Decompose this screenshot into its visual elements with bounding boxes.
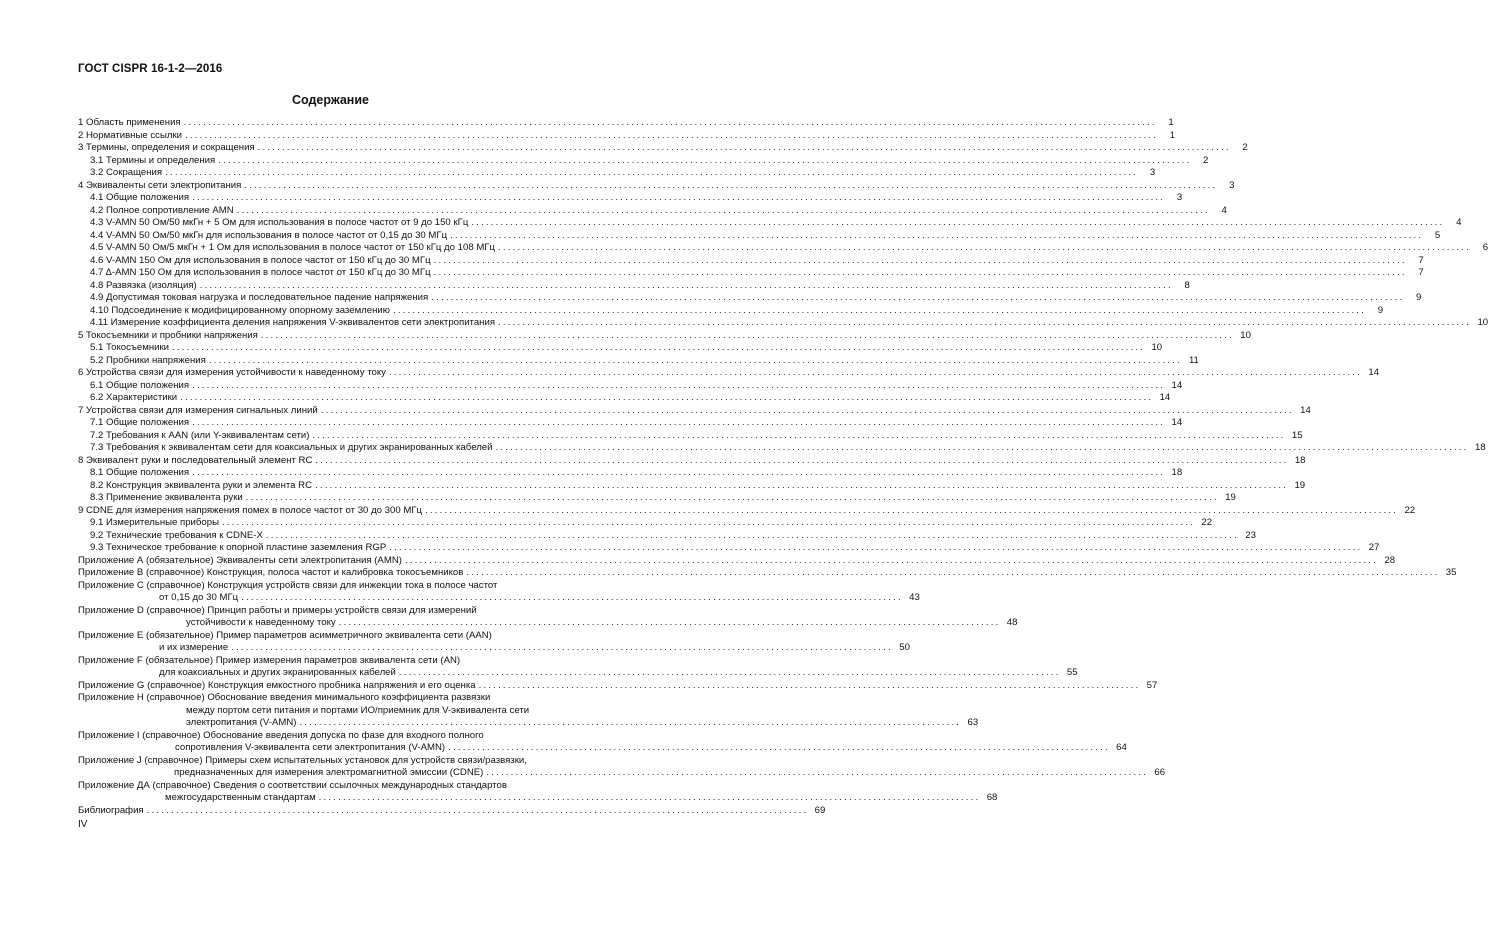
toc-entry-text: 5.1 Токосъемники bbox=[90, 342, 170, 353]
toc-page-number: 14 bbox=[1171, 417, 1183, 428]
toc-entry[interactable] bbox=[78, 467, 1183, 480]
toc-entry-text: 6.1 Общие положения bbox=[90, 379, 190, 391]
toc-leader-dots: ........................................................................................................................................................................................................ bbox=[183, 117, 1157, 128]
toc-page-number: 1 bbox=[1169, 129, 1176, 141]
toc-page-number: 22 bbox=[1404, 504, 1416, 516]
toc-page-number: 14 bbox=[1300, 404, 1311, 416]
toc-leader-dots: ........................................................................................................................................................................................................ bbox=[498, 317, 1472, 328]
document-header: ГОСТ CISPR 16-1-2—2016 bbox=[78, 63, 223, 75]
toc-entry-text: 4.8 Развязка (изоляция) bbox=[90, 279, 197, 291]
toc-entry-text: Приложение I (справочное) Обоснование введения допуска по фазе для входного полного bbox=[78, 729, 484, 741]
toc-page-number: 11 bbox=[1188, 354, 1199, 366]
toc-leader-dots: ........................................................................................................................................................................................................ bbox=[425, 504, 1399, 516]
toc-leader-dots: ........................................................................................................................................................................................................ bbox=[315, 454, 1289, 466]
toc-entry[interactable] bbox=[78, 504, 1416, 518]
toc-page-number: 3 bbox=[1176, 192, 1183, 203]
toc-page-number: 66 bbox=[1154, 767, 1166, 778]
toc-entry[interactable] bbox=[78, 454, 1306, 468]
toc-page-number: 2 bbox=[1242, 142, 1248, 153]
toc-page-number: 14 bbox=[1159, 392, 1171, 403]
toc-entry-text: 4.5 V-AMN 50 Ом/5 мкГн + 1 Ом для использования в полосе частот от 150 кГц до 108 МГц bbox=[90, 242, 495, 253]
toc-entry-text: 4.7 Δ-AMN 150 Ом для использования в полосе частот от 150 кГц до 30 МГц bbox=[90, 267, 431, 278]
toc-page-number: 10 bbox=[1477, 317, 1488, 328]
toc-page-number: 22 bbox=[1201, 517, 1213, 528]
toc-leader-dots: ........................................................................................................................................................................................................ bbox=[431, 292, 1405, 303]
toc-page-number: 18 bbox=[1474, 442, 1486, 453]
page-number-footer: IV bbox=[78, 819, 88, 830]
toc-page-number: 69 bbox=[814, 804, 826, 816]
toc-appendix-i[interactable] bbox=[78, 729, 1127, 755]
toc-entry-text: 7.2 Требования к AAN (или Y-эквивалентам сети) bbox=[90, 429, 310, 441]
toc-leader-dots: ........................................................................................................................................................................................................ bbox=[389, 542, 1363, 553]
toc-entry-text: 6.2 Характеристики bbox=[90, 392, 178, 403]
toc-entry[interactable] bbox=[78, 329, 1251, 343]
toc-entry-text: электропитания (V-AMN) bbox=[186, 717, 297, 728]
toc-page-number: 1 bbox=[1168, 117, 1174, 128]
toc-entry[interactable] bbox=[78, 342, 1163, 355]
toc-leader-dots: ........................................................................................................................................................................................................ bbox=[388, 367, 1363, 378]
toc-entry-text: Приложение J (справочное) Примеры схем испытательных установок для устройств связи/развязки, bbox=[78, 754, 527, 766]
toc-entry-text: Приложение G (справочное) Конструкция емкостного пробника напряжения и его оценка bbox=[78, 679, 476, 691]
toc-entry-text: 8.1 Общие положения bbox=[90, 467, 190, 478]
toc-leader-dots: ........................................................................................................................................................................................................ bbox=[404, 554, 1379, 566]
toc-leader-dots: ........................................................................................................................................................................................................ bbox=[498, 242, 1472, 253]
toc-entry-text: 4.9 Допустимая токовая нагрузка и последовательное падение напряжения bbox=[90, 292, 429, 303]
toc-entry-text: 1 Область применения bbox=[78, 117, 181, 128]
toc-page-number: 3 bbox=[1229, 179, 1235, 191]
toc-entry-text: 7 Устройства связи для измерения сигнальных линий bbox=[78, 404, 318, 416]
toc-appendix-d[interactable] bbox=[78, 604, 1018, 630]
toc-entry[interactable] bbox=[78, 204, 1227, 218]
toc-page-number: 27 bbox=[1368, 542, 1380, 553]
toc-entry-text: 4.11 Измерение коэффициента деления напряжения V-эквивалентов сети электропитания bbox=[90, 317, 496, 328]
toc-leader-dots: ........................................................................................................................................................................................................ bbox=[245, 492, 1219, 503]
toc-leader-dots: ........................................................................................................................................ bbox=[338, 617, 1001, 628]
toc-entry[interactable] bbox=[78, 367, 1380, 380]
toc-page-number: 7 bbox=[1418, 254, 1424, 266]
toc-leader-dots: ........................................................................................................................................................................................................ bbox=[260, 329, 1234, 341]
toc-appendix-c[interactable] bbox=[78, 579, 920, 605]
toc-leader-dots: ........................................................................................................................................................................................................ bbox=[236, 204, 1210, 216]
toc-appendix-da[interactable] bbox=[78, 779, 998, 805]
toc-page-number: 18 bbox=[1171, 467, 1183, 478]
toc-entry-text: 3 Термины, определения и сокращения bbox=[78, 142, 255, 153]
toc-entry[interactable] bbox=[78, 254, 1424, 268]
toc-leader-dots: ........................................................................................................................................ bbox=[318, 792, 981, 803]
toc-leader-dots: ........................................................................................................................................ bbox=[299, 717, 962, 728]
toc-leader-dots: ........................................................................................................................................................................................................ bbox=[199, 279, 1173, 291]
toc-page-number: 9 bbox=[1415, 292, 1422, 303]
toc-page-number: 57 bbox=[1146, 679, 1158, 691]
toc-page-number: 63 bbox=[967, 717, 979, 728]
toc-entry-text: 6 Устройства связи для измерения устойчивости к наведенному току bbox=[78, 367, 386, 378]
toc-entry[interactable] bbox=[78, 442, 1486, 455]
toc-leader-dots: ........................................................................................................................................................................................................ bbox=[265, 529, 1239, 541]
toc-appendix-h[interactable] bbox=[78, 692, 979, 730]
toc-entry-text: 9 CDNE для измерения напряжения помех в полосе частот от 30 до 300 МГц bbox=[78, 504, 423, 516]
toc-entry-text: 4.6 V-AMN 150 Ом для использования в полосе частот от 150 кГц до 30 МГц bbox=[90, 254, 431, 266]
toc-entry-text: 4.4 V-AMN 50 Ом/50 мкГн для использования в полосе частот от 0,15 до 30 МГц bbox=[90, 229, 448, 241]
toc-page-number: 68 bbox=[986, 792, 998, 803]
toc-entry-text: и их измерение bbox=[159, 642, 229, 653]
toc-entry-text: Библиография bbox=[78, 804, 144, 816]
toc-entry[interactable] bbox=[78, 304, 1384, 318]
toc-appendix-e[interactable] bbox=[78, 629, 910, 655]
toc-entry-text: 4.1 Общие положения bbox=[90, 192, 190, 203]
toc-entry[interactable] bbox=[78, 542, 1380, 555]
toc-page-number: 50 bbox=[899, 642, 910, 653]
toc-leader-dots: ........................................................................................................................................................................................................ bbox=[244, 179, 1218, 191]
toc-entry-text: 8.2 Конструкция эквивалента руки и элемента RC bbox=[90, 479, 313, 491]
toc-leader-dots: ........................................................................................................................................................................................................ bbox=[471, 217, 1445, 228]
toc-page-number: 23 bbox=[1245, 529, 1256, 541]
toc-entry-text: Приложение Е (обязательное) Пример параметров асимметричного эквивалента сети (AAN) bbox=[78, 629, 492, 641]
toc-leader-dots: ........................................................................................................................................................................................................ bbox=[218, 154, 1192, 166]
toc-leader-dots: ........................................................................................................................................ bbox=[478, 679, 1141, 691]
toc-page-number: 5 bbox=[1434, 229, 1441, 241]
toc-entry-text: 8 Эквивалент руки и последовательный элемент RC bbox=[78, 454, 313, 466]
toc-leader-dots: ........................................................................................................................................................................................................ bbox=[192, 379, 1166, 391]
toc-entry-text: для коаксиальных и других экранированных кабелей bbox=[159, 667, 396, 678]
toc-appendix-j[interactable] bbox=[78, 754, 1166, 780]
toc-page-number: 10 bbox=[1151, 342, 1163, 353]
toc-leader-dots: ........................................................................................................................................ bbox=[486, 767, 1149, 778]
toc-entry[interactable] bbox=[78, 129, 1176, 143]
toc-leader-dots: ........................................................................................................................................................................................................ bbox=[192, 417, 1166, 428]
toc-entry[interactable] bbox=[78, 279, 1190, 293]
toc-leader-dots: ........................................................................................................................................ bbox=[448, 742, 1110, 753]
toc-main-list bbox=[78, 117, 1488, 580]
toc-entry-text: Приложение Н (справочное) Обоснование введения минимального коэффициента развязки bbox=[78, 692, 491, 703]
toc-page-number: 14 bbox=[1368, 367, 1380, 378]
toc-entry-text: 5.2 Пробники напряжения bbox=[90, 354, 206, 366]
toc-page-number: 6 bbox=[1482, 242, 1488, 253]
toc-entry-text: сопротивления V-эквивалента сети электропитания (V-AMN) bbox=[175, 742, 446, 753]
toc-page-number: 19 bbox=[1294, 479, 1306, 491]
toc-leader-dots: ........................................................................................................................................ bbox=[231, 642, 893, 653]
toc-leader-dots: ........................................................................................................................................................................................................ bbox=[192, 192, 1166, 203]
toc-bibliography[interactable] bbox=[78, 804, 826, 818]
toc-entry-text: 9.2 Технические требования к CDNE-X bbox=[90, 529, 263, 541]
toc-entry-text: 2 Нормативные ссылки bbox=[78, 129, 183, 141]
toc-entry[interactable] bbox=[78, 567, 1457, 580]
toc-entry-text: 4.2 Полное сопротивление AMN bbox=[90, 204, 234, 216]
toc-page-number: 8 bbox=[1184, 279, 1190, 291]
toc-page-number: 55 bbox=[1066, 667, 1078, 678]
toc-leader-dots: ........................................................................................................................................................................................................ bbox=[320, 404, 1294, 416]
page-title: Содержание bbox=[291, 93, 369, 107]
toc-entry[interactable] bbox=[78, 292, 1422, 305]
toc-entry-text: 9.3 Техническое требование к опорной пластине заземления RGP bbox=[90, 542, 387, 553]
toc-entry[interactable] bbox=[78, 379, 1183, 393]
toc-page-number: 10 bbox=[1240, 329, 1251, 341]
toc-leader-dots: ........................................................................................................................................................................................................ bbox=[466, 567, 1440, 578]
toc-page-number: 3 bbox=[1149, 167, 1156, 178]
toc-entry[interactable] bbox=[78, 317, 1488, 330]
toc-entry-text: Приложение ДА (справочное) Сведения о соответствии ссылочных международных стандартов bbox=[78, 779, 507, 791]
toc-page-number: 2 bbox=[1202, 154, 1209, 166]
toc-entry-text: межгосударственным стандартам bbox=[165, 792, 316, 803]
toc-leader-dots: ........................................................................................................................................................................................................ bbox=[433, 254, 1407, 266]
toc-entry-text: от 0,15 до 30 МГц bbox=[159, 592, 239, 603]
toc-entry-text: 9.1 Измерительные приборы bbox=[90, 517, 219, 528]
toc-entry[interactable] bbox=[78, 479, 1306, 493]
toc-entry[interactable] bbox=[78, 404, 1311, 418]
toc-entry[interactable] bbox=[78, 554, 1396, 568]
toc-page-number: 4 bbox=[1221, 204, 1227, 216]
toc-entry[interactable] bbox=[78, 192, 1183, 205]
toc-page-number: 28 bbox=[1384, 554, 1396, 566]
toc-page-number: 64 bbox=[1116, 742, 1127, 753]
toc-leader-dots: ........................................................................................................................................................................................................ bbox=[221, 517, 1196, 528]
toc-entry[interactable] bbox=[78, 229, 1441, 243]
toc-entry-text: 8.3 Применение эквивалента руки bbox=[90, 492, 243, 503]
toc-page-number: 9 bbox=[1377, 304, 1384, 316]
toc-leader-dots: ........................................................................................................................................ bbox=[146, 804, 809, 816]
toc-entry[interactable] bbox=[78, 167, 1156, 180]
toc-page-number: 43 bbox=[909, 592, 920, 603]
toc-entry-text: 3.1 Термины и определения bbox=[90, 154, 216, 166]
toc-entry-text: предназначенных для измерения электромагнитной эмиссии (CDNE) bbox=[174, 767, 484, 778]
toc-appendix-f[interactable] bbox=[78, 654, 1078, 680]
toc-entry[interactable] bbox=[78, 179, 1235, 193]
toc-page-number: 48 bbox=[1006, 617, 1018, 628]
toc-entry-text: 4.10 Подсоединение к модифицированному опорному заземлению bbox=[90, 304, 390, 316]
toc-page-number: 35 bbox=[1445, 567, 1457, 578]
toc-page-number: 14 bbox=[1171, 379, 1183, 391]
toc-entry[interactable] bbox=[78, 492, 1236, 505]
toc-leader-dots: ........................................................................................................................................................................................................ bbox=[185, 129, 1159, 141]
toc-leader-dots: ........................................................................................................................................................................................................ bbox=[450, 229, 1424, 241]
toc-leader-dots: ........................................................................................................................................................................................................ bbox=[172, 342, 1146, 353]
toc-leader-dots: ........................................................................................................................................ bbox=[241, 592, 903, 603]
toc-leader-dots: ........................................................................................................................................................................................................ bbox=[192, 467, 1166, 478]
toc-entry[interactable] bbox=[78, 242, 1488, 255]
toc-leader-dots: ........................................................................................................................................................................................................ bbox=[433, 267, 1407, 278]
toc-entry-text: 5 Токосъемники и пробники напряжения bbox=[78, 329, 258, 341]
toc-page-number: 7 bbox=[1418, 267, 1424, 278]
toc-entry-text: Приложение А (обязательное) Эквиваленты сети электропитания (AMN) bbox=[78, 554, 402, 566]
toc-leader-dots: ........................................................................................................................................................................................................ bbox=[165, 167, 1139, 178]
toc-entry-text: Приложение В (справочное) Конструкция, полоса частот и калибровка токосъемников bbox=[78, 567, 464, 578]
toc-entry[interactable] bbox=[78, 267, 1424, 280]
toc-entry[interactable] bbox=[78, 417, 1183, 430]
toc-entry[interactable] bbox=[78, 117, 1174, 130]
toc-page-number: 15 bbox=[1291, 429, 1303, 441]
toc-entry-text: 7.3 Требования к эквивалентам сети для коаксиальных и других экранированных кабелей bbox=[90, 442, 493, 453]
toc-page-number: 18 bbox=[1294, 454, 1306, 466]
toc-leader-dots: ........................................................................................................................................ bbox=[398, 667, 1061, 678]
toc-entry-text: 7.1 Общие положения bbox=[90, 417, 190, 428]
toc-leader-dots: ........................................................................................................................................................................................................ bbox=[392, 304, 1367, 316]
toc-appendix-g[interactable] bbox=[78, 679, 1158, 693]
toc-entry[interactable] bbox=[78, 154, 1209, 168]
toc-leader-dots: ........................................................................................................................................................................................................ bbox=[312, 429, 1286, 441]
toc-entry-text: 4.3 V-AMN 50 Ом/50 мкГн + 5 Ом для использования в полосе частот от 9 до 150 кГц bbox=[90, 217, 469, 228]
toc-entry-text: между портом сети питания и портами ИО/приемник для V-эквивалента сети bbox=[186, 704, 530, 716]
toc-leader-dots: ........................................................................................................................................................................................................ bbox=[208, 354, 1182, 366]
toc-entry-text: Приложение D (справочное) Принцип работы и примеры устройств связи для измерений bbox=[78, 604, 477, 616]
toc-page-number: 4 bbox=[1456, 217, 1462, 228]
toc-entry-text: 4 Эквиваленты сети электропитания bbox=[78, 179, 242, 191]
toc-entry-text: Приложение F (обязательное) Пример измерения параметров эквивалента сети (AN) bbox=[78, 654, 461, 666]
toc-entry[interactable] bbox=[78, 354, 1199, 368]
toc-entry[interactable] bbox=[78, 517, 1213, 530]
toc-leader-dots: ........................................................................................................................................................................................................ bbox=[257, 142, 1231, 153]
toc-entry-text: устойчивости к наведенному току bbox=[186, 617, 336, 628]
toc-entry[interactable] bbox=[78, 217, 1462, 230]
toc-leader-dots: ........................................................................................................................................................................................................ bbox=[495, 442, 1469, 453]
table-of-contents bbox=[78, 117, 1488, 817]
toc-page-number: 19 bbox=[1225, 492, 1236, 503]
toc-leader-dots: ........................................................................................................................................................................................................ bbox=[315, 479, 1289, 491]
toc-entry-text: 3.2 Сокращения bbox=[90, 167, 163, 178]
toc-entry[interactable] bbox=[78, 529, 1256, 543]
toc-entry-text: Приложение С (справочное) Конструкция устройств связи для инжекции тока в полосе частот bbox=[78, 579, 498, 591]
toc-entry[interactable] bbox=[78, 392, 1171, 405]
toc-entry[interactable] bbox=[78, 429, 1303, 443]
toc-entry[interactable] bbox=[78, 142, 1248, 155]
toc-leader-dots: ........................................................................................................................................................................................................ bbox=[180, 392, 1154, 403]
